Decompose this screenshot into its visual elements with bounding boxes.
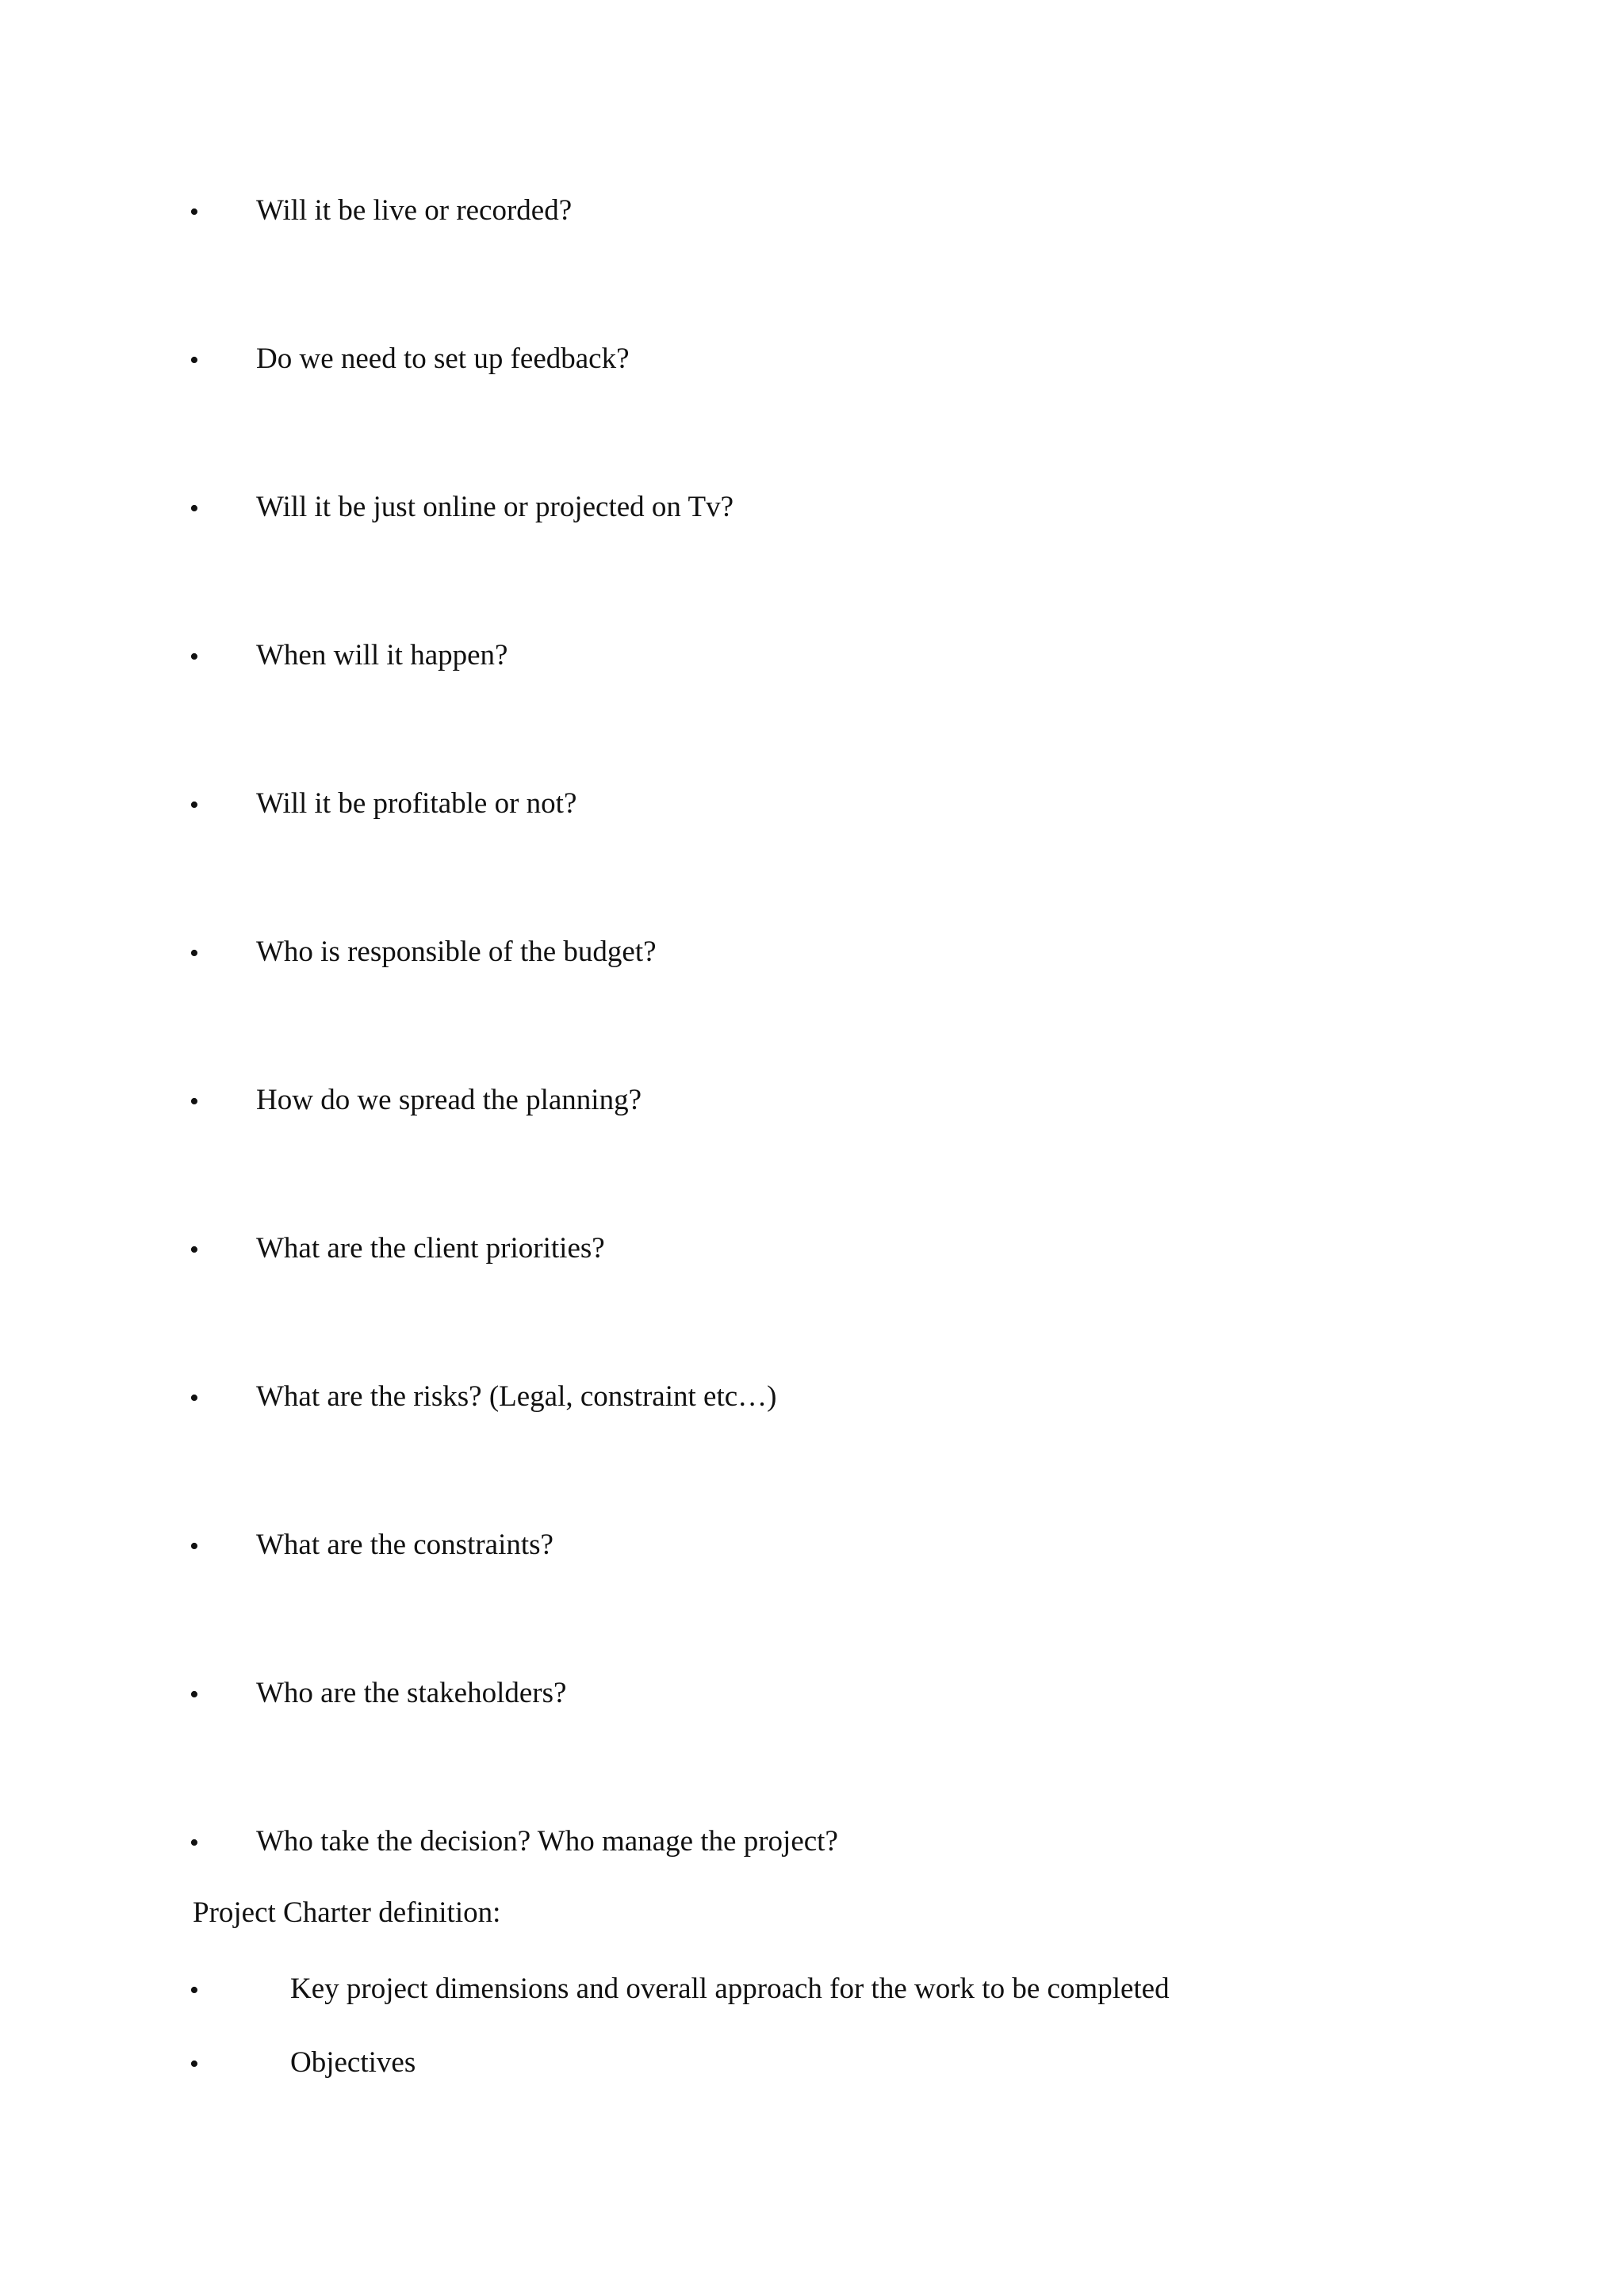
bullet-icon: • <box>190 1828 199 1858</box>
question-text: How do we spread the planning? <box>256 1084 642 1116</box>
question-text: Who is responsible of the budget? <box>256 936 657 968</box>
bullet-icon: • <box>190 1235 199 1265</box>
question-text: What are the constraints? <box>256 1529 553 1561</box>
bullet-icon: • <box>190 939 199 968</box>
question-text: When will it happen? <box>256 639 508 672</box>
bullet-icon: • <box>190 197 199 227</box>
question-text: Do we need to set up feedback? <box>256 342 630 375</box>
bullet-icon: • <box>190 346 199 375</box>
list-item <box>0 641 1624 680</box>
question-text: What are the risks? (Legal, constraint etc…) <box>256 1380 777 1413</box>
bullet-icon: • <box>190 1532 199 1561</box>
bullet-icon: • <box>190 2049 199 2079</box>
bullet-icon: • <box>190 1087 199 1116</box>
list-item <box>0 1530 1624 1570</box>
bullet-icon: • <box>190 1680 199 1709</box>
bullet-icon: • <box>190 1383 199 1413</box>
bullet-icon: • <box>190 494 199 523</box>
bullet-icon: • <box>190 642 199 672</box>
list-item <box>0 344 1624 384</box>
bullet-icon: • <box>190 1976 199 2005</box>
charter-item-text: Key project dimensions and overall approach for the work to be completed <box>290 1973 1170 2005</box>
list-item <box>0 492 1624 532</box>
question-text: Who are the stakeholders? <box>256 1677 567 1709</box>
list-item <box>0 1234 1624 1273</box>
list-item <box>0 1382 1624 1422</box>
bullet-icon: • <box>190 790 199 820</box>
list-item <box>0 937 1624 977</box>
question-text: Will it be just online or projected on Tv? <box>256 491 734 523</box>
question-text: Will it be profitable or not? <box>256 787 577 820</box>
question-text: Will it be live or recorded? <box>256 194 573 227</box>
question-text: What are the client priorities? <box>256 1232 605 1265</box>
list-item <box>0 1974 1624 2014</box>
list-item <box>0 789 1624 828</box>
list-item <box>0 196 1624 235</box>
list-item <box>0 1678 1624 1718</box>
section-heading: Project Charter definition: <box>193 1896 501 1929</box>
question-text: Who take the decision? Who manage the project? <box>256 1825 838 1858</box>
list-item <box>0 1085 1624 1125</box>
charter-item-text: Objectives <box>290 2046 416 2079</box>
list-item <box>0 1827 1624 1866</box>
list-item <box>0 2048 1624 2087</box>
